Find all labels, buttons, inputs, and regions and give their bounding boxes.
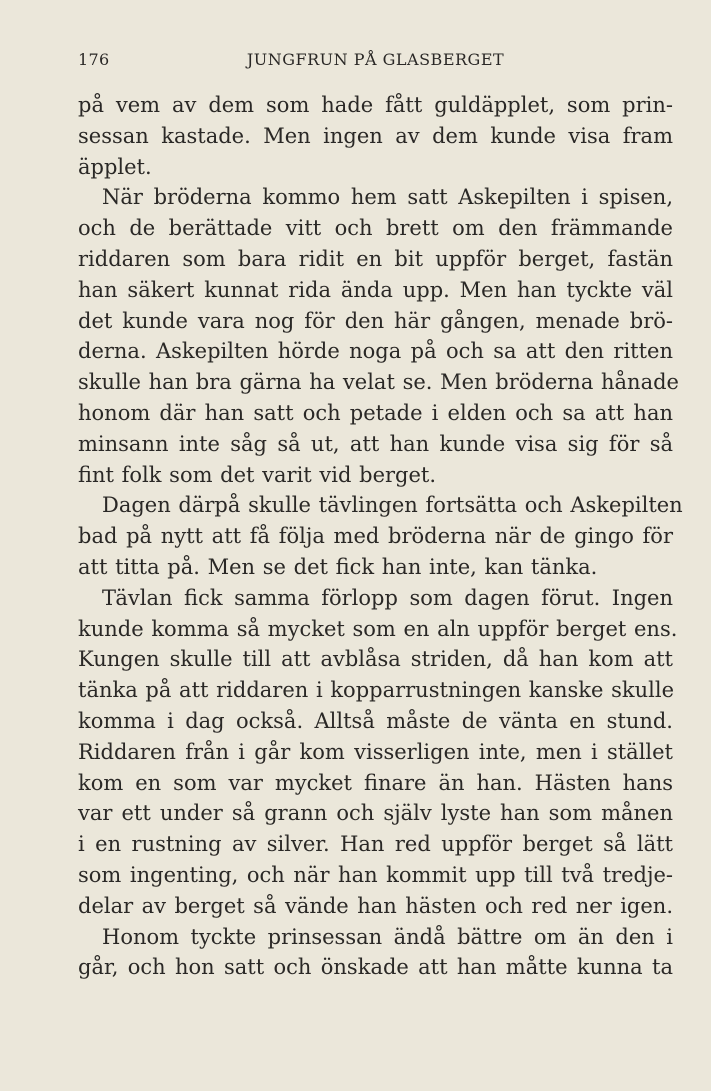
text-line: som ingenting, och när han kommit upp till två tredje- bbox=[78, 862, 673, 887]
text-line: fint folk som det varit vid berget. bbox=[78, 462, 437, 487]
text-line: sessan kastade. Men ingen av dem kunde visa fram bbox=[78, 123, 673, 148]
text-line: går, och hon satt och önskade att han måtte kunna ta bbox=[78, 955, 673, 980]
page-header bbox=[78, 50, 673, 74]
text-line: kunde komma så mycket som en aln uppför berget ens. bbox=[78, 616, 678, 641]
text-line: han säkert kunnat rida ända upp. Men han tyckte väl bbox=[78, 277, 673, 302]
text-line: äpplet. bbox=[78, 154, 152, 179]
text-line: det kunde vara nog för den här gången, menade brö- bbox=[78, 308, 673, 333]
text-line: tänka på att riddaren i kopparrustningen kanske skulle bbox=[78, 678, 675, 703]
text-line: delar av berget så vände han hästen och red ner igen. bbox=[78, 893, 673, 918]
text-line: komma i dag också. Alltså måste de vänta en stund. bbox=[78, 708, 673, 733]
text-line: Riddaren från i går kom visserligen inte, men i stället bbox=[78, 739, 673, 764]
running-title: JUNGFRUN PÅ GLASBERGET bbox=[246, 50, 505, 69]
text-line: bad på nytt att få följa med bröderna när de gingo för bbox=[78, 524, 673, 549]
text-line: på vem av dem som hade fått guldäpplet, som prin- bbox=[78, 93, 673, 117]
text-line: Honom tyckte prinsessan ändå bättre om än den i bbox=[102, 924, 673, 949]
text-line: honom där han satt och petade i elden och sa att han bbox=[78, 400, 673, 425]
text-line: skulle han bra gärna ha velat se. Men bröderna hånade bbox=[78, 370, 679, 395]
text-line: riddaren som bara ridit en bit uppför berget, fastän bbox=[78, 246, 673, 271]
text-line: i en rustning av silver. Han red uppför berget så lätt bbox=[78, 832, 673, 857]
text-line: Tävlan fick samma förlopp som dagen förut. Ingen bbox=[102, 585, 673, 610]
text-line: var ett under så grann och själv lyste han som månen bbox=[78, 801, 673, 826]
text-line: att titta på. Men se det fick han inte, kan tänka. bbox=[78, 554, 598, 579]
text-line: minsann inte såg så ut, att han kunde visa sig för så bbox=[78, 431, 673, 456]
text-line: Kungen skulle till att avblåsa striden, då han kom att bbox=[78, 647, 673, 672]
text-line: När bröderna kommo hem satt Askepilten i spisen, bbox=[102, 185, 673, 210]
page-number: 176 bbox=[78, 50, 110, 69]
text-line: kom en som var mycket finare än han. Hästen hans bbox=[78, 770, 673, 795]
body-text bbox=[78, 90, 683, 983]
text-line: och de berättade vitt och brett om den främmande bbox=[78, 216, 673, 241]
text-line: Dagen därpå skulle tävlingen fortsätta och Askepilten bbox=[102, 493, 683, 518]
text-line: derna. Askepilten hörde noga på och sa att den ritten bbox=[78, 339, 673, 364]
